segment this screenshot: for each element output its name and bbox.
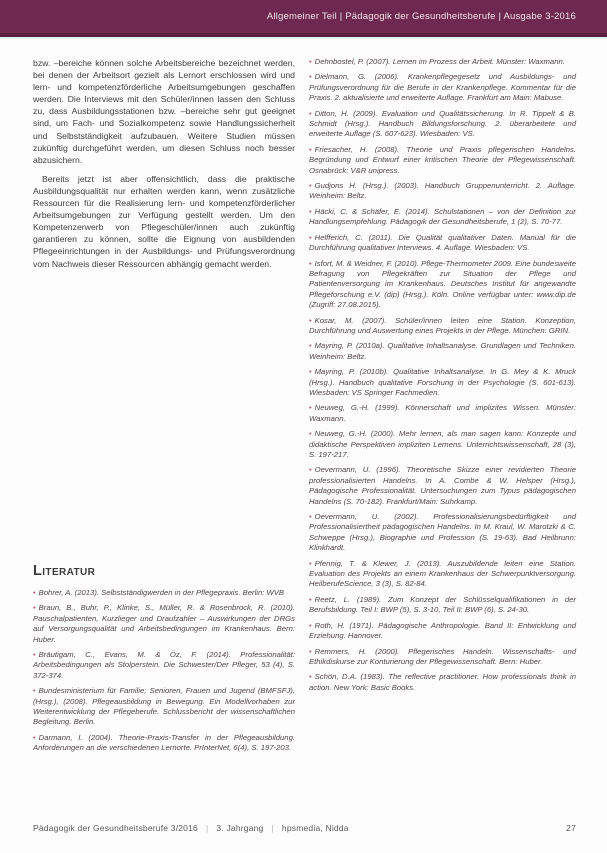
reference-item bbox=[33, 588, 295, 598]
bullet-icon: • bbox=[33, 686, 36, 696]
reference-text: Ditton, H. (2009). Evaluation und Qualitätssicherung. In R. Tippelt & B. Schmidt (Hrsg.). Handbuch Bildungsforschung. 2. überarbeitete und erweiterte Auflage (S. 607-623). Wiesbaden: VS. bbox=[309, 108, 576, 139]
header-title: Allgemeiner Teil | Pädagogik der Gesundheitsberufe | Ausgabe 3-2016 bbox=[266, 11, 576, 22]
reference-text: Neuweg, G.-H. (1999). Könnerschaft und implizites Wissen. Münster: Waxmann. bbox=[309, 403, 576, 423]
reference-item bbox=[309, 233, 576, 254]
bullet-icon: • bbox=[309, 144, 312, 154]
reference-item bbox=[309, 109, 576, 140]
reference-item bbox=[33, 603, 295, 645]
reference-item bbox=[33, 686, 295, 728]
body-paragraphs bbox=[33, 57, 295, 270]
reference-text: Remmers, H. (2000). Pflegerisches Handeln. Wissenschafts- und Ethikdiskurse zur Konturierung der Pflegewissenschaft. Bern: Huber. bbox=[309, 646, 576, 666]
reference-text: Mayring, P. (2010a). Qualitative Inhaltsanalyse. Grundlagen und Techniken. Weinheim: Beltz. bbox=[309, 341, 576, 361]
page-number: 27 bbox=[566, 823, 576, 833]
footer bbox=[33, 823, 576, 833]
reference-text: Dielmann, G. (2006). Krankenpflegegesetz und Ausbildungs- und Prüfungsverordnung für die Berufe in der Krankenpflege. Kommentar für die Praxis. 2. aktualisierte und erweiterte Auflage. Frankfurt am Main: Mabuse. bbox=[309, 72, 576, 103]
reference-text: Friesacher, H. (2008). Theorie und Praxis pflegerischen Handelns. Begründung und Entwurf einer kritischen Theorie der Pflegewissenschaft. Osnabrück: V&R unipress. bbox=[309, 144, 576, 175]
bullet-icon: • bbox=[309, 72, 312, 82]
reference-item bbox=[33, 733, 295, 754]
reference-text: Oevermann, U. (1996). Theoretische Skizze einer revidierten Theorie professionalisierten Handelns. In A. Combe & W. Helsper (Hrsg.), Pädagogische Professionalität. Untersuchungen zum Typus pädagogischen Handelns (S. 70-182). Frankfurt/Main: Suhrkamp. bbox=[309, 465, 576, 506]
reference-item bbox=[309, 647, 576, 668]
reference-text: Oevermann, U. (2002). Professionalisierungsbedürftigkeit und Professionalisiertheit pädagogischen Handelns. In M. Kraul, W. Marotzki & C. Schweppe (Hrsg.), Biographie und Profession (S. 19-63). Bad Heilbrunn: Klinkhardt. bbox=[309, 512, 576, 553]
reference-text: Dehnbostel, P. (2007). Lernen im Prozess der Arbeit. Münster: Waxmann. bbox=[314, 57, 565, 66]
bullet-icon: • bbox=[309, 620, 312, 630]
reference-text: Helfferich, C. (2011). Die Qualität qualitativer Daten. Manual für die Durchführung qualitativer Interviews. 4. Auflage. Wiesbaden: VS. bbox=[309, 232, 576, 253]
bullet-icon: • bbox=[33, 588, 36, 597]
reference-item bbox=[309, 207, 576, 228]
bullet-icon: • bbox=[309, 315, 312, 325]
reference-text: Häcki, C. & Schäfer, E. (2014). Schulstationen – von der Definition zur Handlungsempfehlung. Pädagogik der Gesundheitsberufe, 1 (2), S. 70-77. bbox=[309, 206, 576, 227]
footer-separator: | bbox=[271, 823, 274, 833]
reference-item bbox=[309, 512, 576, 554]
reference-item bbox=[309, 145, 576, 176]
bullet-icon: • bbox=[309, 206, 312, 216]
reference-item bbox=[309, 316, 576, 337]
body-paragraph: Bereits jetzt ist aber offensichtlich, dass die praktische Ausbildungsqualität nur erhalten werden kann, wenn zusätzliche Ressourcen für die Realisierung lern- und kompetenzförderlicher Arbeitsumgebungen zur Verfügung gestellt werden. Um den Kompetenzerwerb von Pflegeschüler/innen auch zukünftig garantieren zu können, sollte die Eignung von ausbildenden Pflegeeinrichtungen in der Ausbildungs- und Prüfungsverordnung vom Nachweis dieser Ressourcen abhängig gemacht werden. bbox=[33, 173, 295, 269]
footer-publisher: hpsmedia, Nidda bbox=[281, 823, 349, 833]
bullet-icon: • bbox=[309, 108, 312, 118]
reference-text: Reetz, L. (1989). Zum Konzept der Schlüsselqualifikationen in der Berufsbildung. Teil I: BWP (5), S. 3-10, Teil II: BWP (6), S. 24-30. bbox=[309, 594, 576, 615]
page-content bbox=[33, 57, 576, 805]
reference-item bbox=[309, 559, 576, 590]
footer-journal: Pädagogik der Gesundheitsberufe 3/2016 bbox=[33, 823, 198, 833]
reference-text: Braun, B., Buhr, P., Klinke, S., Müller, R. & Rosenbrock, R. (2010). Pauschalpatienten, Kurzlieger und Draufzahler – Auswirkungen der DRGs auf Versorgungsqualität und Arbeitsbedingungen im Krankenhaus. Bern: Huber. bbox=[33, 603, 295, 644]
header-glow-divider bbox=[0, 37, 607, 39]
reference-list-right bbox=[309, 57, 576, 693]
right-column bbox=[309, 57, 576, 805]
reference-text: Pfennig, T. & Klewer, J. (2013). Auszubildende leiten eine Station. Evaluation des Projekts an einem Krankenhaus der Schwerpunktversorgung. HeilberufeScience, 3 (3), S. 82-84. bbox=[309, 558, 576, 589]
reference-item bbox=[309, 672, 576, 693]
reference-item bbox=[309, 465, 576, 507]
bullet-icon: • bbox=[309, 403, 312, 413]
reference-text: Roth, H. (1971). Pädagogische Anthropologie. Band II: Entwicklung und Erziehung. Hannover. bbox=[309, 620, 576, 641]
reference-item bbox=[309, 367, 576, 398]
reference-text: Darmann, I. (2004). Theorie-Praxis-Transfer in der Pflegeausbildung. Anforderungen an die verschiedenen Lernorte. PrInterNet, 6(4), S. 197-203. bbox=[33, 732, 295, 753]
bullet-icon: • bbox=[33, 732, 36, 742]
bullet-icon: • bbox=[309, 232, 312, 242]
body-paragraph: bzw. –bereiche können solche Arbeitsbereiche bezeichnet werden, bei denen der Arbeitsort gezielt als Lernort erschlossen wird und lern- und kompetenzförderliche Arbeitsumgebungen geschaffen werden. Die Interviews mit den Schüler/innen lassen den Schluss zu, dass Ausbildungsstationen bzw. –bereiche sehr gut geeignet sind, um Fach- und Sozialkompetenz sowie Handlungssicherheit und Selbstständigkeit aufzubauen. Weitere Studien müssen zukünftig durchgeführt werden, um diesen Schluss noch besser abzusichern. bbox=[33, 58, 295, 165]
reference-text: Bohrer, A. (2013). Selbstständigwerden in der Pflegepraxis. Berlin: WVB bbox=[38, 588, 285, 597]
bullet-icon: • bbox=[309, 512, 312, 522]
bullet-icon: • bbox=[309, 181, 312, 191]
footer-journal-line bbox=[33, 823, 349, 833]
literature-heading: Literatur bbox=[33, 563, 96, 579]
reference-item bbox=[309, 403, 576, 424]
bullet-icon: • bbox=[309, 429, 312, 439]
reference-text: Schön, D.A. (1983). The reflective practitioner. How professionals think in action. New York: Basic Books. bbox=[309, 672, 576, 692]
bullet-icon: • bbox=[33, 603, 36, 613]
reference-text: Mayring, P. (2010b). Qualitative Inhaltsanalyse. In G. Mey & K. Mruck (Hrsg.). Handbuch qualitative Forschung in der Psychologie (S. 601-613). Wiesbaden: VS Springer Fachmedien. bbox=[309, 367, 576, 397]
reference-list-left bbox=[33, 588, 295, 754]
reference-item bbox=[309, 429, 576, 460]
reference-text: Isfort, M. & Weidner, F. (2010). Pflege-Thermometer 2009. Eine bundesweite Befragung von Pflegekräften zur Situation der Pflege und Patientenversorgung im Krankenhaus. Deutsches Institut für angewandte Pflegeforschung e.V. (dip) (Hrsg.). Köln. Online verfügbar unter: www.dip.de (Zugriff: 27.08.2015). bbox=[309, 258, 576, 310]
footer-separator: | bbox=[205, 823, 209, 833]
reference-text: Neuweg, G.-H. (2000). Mehr lernen, als man sagen kann: Konzepte und didaktische Perspektiven impliziten Lernens. Unterrichtswissenschaft, 28 (3), S. 197-217. bbox=[309, 429, 576, 459]
reference-item bbox=[309, 181, 576, 202]
reference-item bbox=[309, 621, 576, 642]
bullet-icon: • bbox=[309, 672, 312, 682]
reference-item bbox=[309, 341, 576, 362]
left-column bbox=[33, 57, 295, 805]
footer-volume: 3. Jahrgang bbox=[216, 823, 264, 833]
bullet-icon: • bbox=[309, 465, 312, 475]
reference-item bbox=[33, 650, 295, 681]
header-bar bbox=[0, 0, 607, 33]
reference-text: Bundesministerium für Familie, Senioren, Frauen und Jugend (BMFSFJ), (Hrsg.), (2008). Pflegeausbildung in Bewegung. Ein Modellvorhaben zur Weiterentwicklung der Pflegeberufe. Schlussbericht der wissenschaftlichen Begleitung. Berlin. bbox=[33, 686, 295, 727]
reference-text: Gudjons H. (Hrsg.). (2003). Handbuch Gruppenunterricht. 2. Auflage. Weinheim: Beltz. bbox=[309, 181, 576, 201]
reference-text: Kosar, M. (2007). Schüler/innen leiten eine Station. Konzeption, Durchführung und Auswertung eines Projekts in der Pflege. München: GRIN. bbox=[309, 315, 576, 335]
bullet-icon: • bbox=[309, 341, 312, 351]
reference-item bbox=[309, 259, 576, 311]
reference-text: Bräutigam, C., Evans, M. & Öz, F. (2014). Professionalität: Arbeitsbedingungen als Stolperstein. Die Schwester/Der Pfleger, 53 (4), S. 372-374. bbox=[33, 650, 295, 680]
bullet-icon: • bbox=[309, 558, 312, 568]
reference-item bbox=[309, 57, 576, 67]
bullet-icon: • bbox=[309, 594, 312, 604]
reference-item bbox=[309, 72, 576, 103]
bullet-icon: • bbox=[309, 646, 312, 656]
bullet-icon: • bbox=[309, 57, 312, 66]
bullet-icon: • bbox=[33, 650, 36, 660]
literature-section bbox=[33, 563, 295, 759]
bullet-icon: • bbox=[309, 367, 312, 377]
reference-item bbox=[309, 595, 576, 616]
bullet-icon: • bbox=[309, 258, 312, 268]
